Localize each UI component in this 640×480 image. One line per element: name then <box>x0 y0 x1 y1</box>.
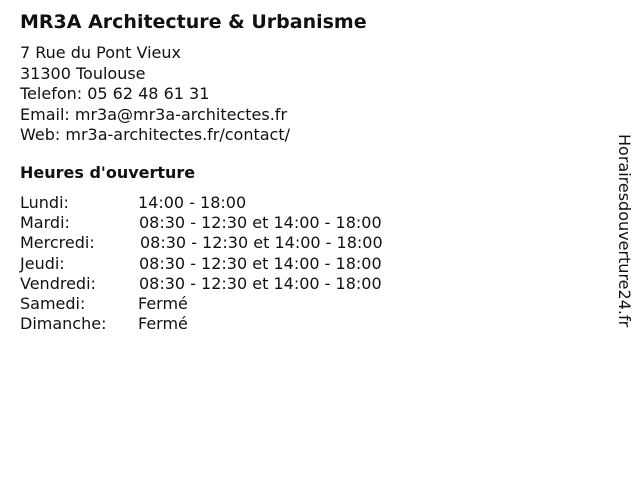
phone-number: Telefon: 05 62 48 61 31 <box>20 84 210 103</box>
time-value: Fermé <box>138 314 188 334</box>
address-city: 31300 Toulouse <box>20 63 146 83</box>
time-value: 08:30 - 12:30 et 14:00 - 18:00 <box>139 273 382 293</box>
website-address: Web: mr3a-architectes.fr/contact/ <box>20 125 291 144</box>
day-label: Mardi: <box>20 213 70 233</box>
time-value: 14:00 - 18:00 <box>138 193 247 212</box>
opening-hours-heading: Heures d'ouverture <box>20 163 196 182</box>
address-street: 7 Rue du Pont Vieux <box>20 43 181 62</box>
email-address: Email: mr3a@mr3a-architectes.fr <box>20 104 288 124</box>
time-value: Fermé <box>138 293 188 313</box>
business-contact-block <box>20 43 290 146</box>
time-value: 08:30 - 12:30 et 14:00 - 18:00 <box>140 233 383 253</box>
day-label: Samedi: <box>20 293 86 313</box>
day-label: Lundi: <box>20 193 69 212</box>
day-label: Vendredi: <box>20 273 96 293</box>
day-label: Dimanche: <box>20 314 107 334</box>
business-title: MR3A Architecture & Urbanisme <box>20 11 367 33</box>
site-watermark: Horairesdouverture24.fr <box>615 134 634 328</box>
time-value: 08:30 - 12:30 et 14:00 - 18:00 <box>139 213 382 233</box>
time-value: 08:30 - 12:30 et 14:00 - 18:00 <box>139 253 382 273</box>
day-label: Mercredi: <box>20 233 95 253</box>
day-label: Jeudi: <box>20 253 65 273</box>
